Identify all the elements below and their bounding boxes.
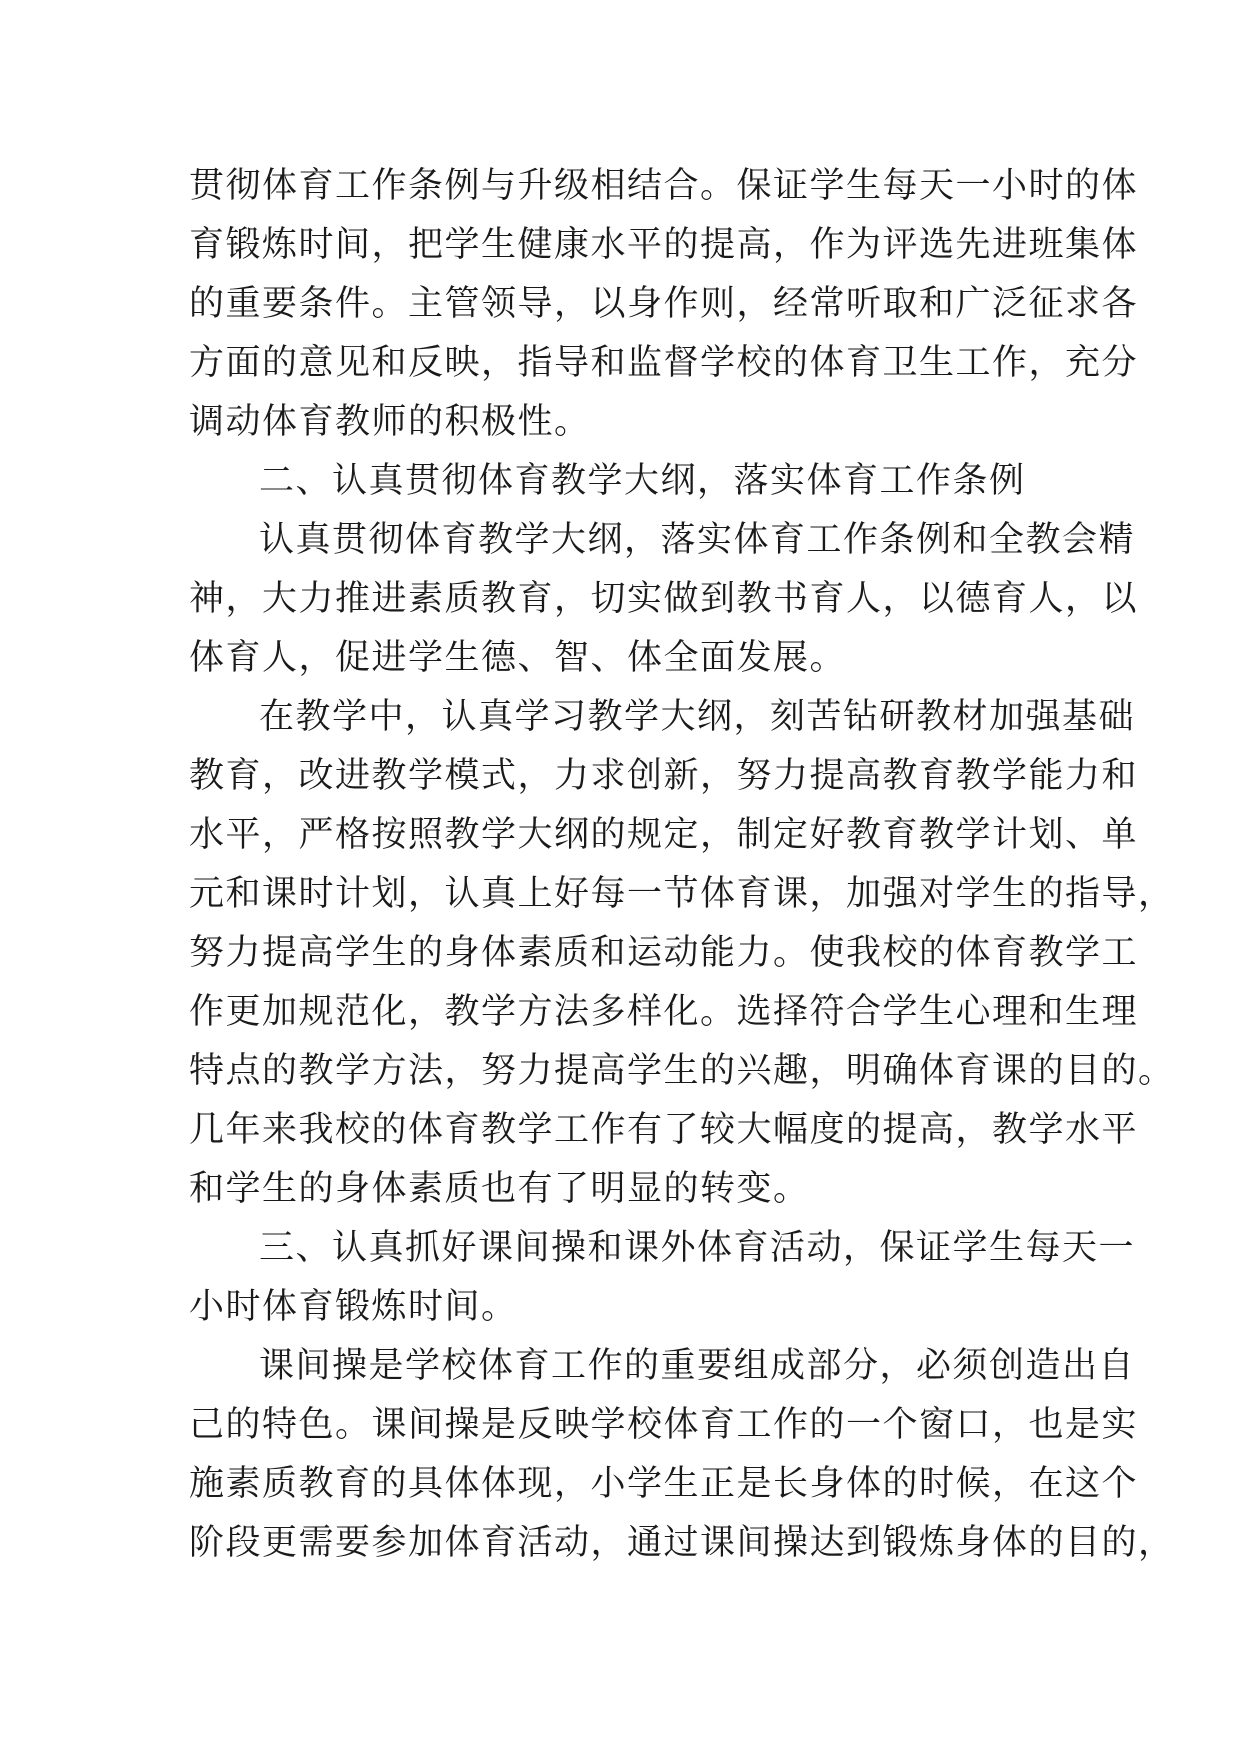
- text-line: 元和课时计划，认真上好每一节体育课，加强对学生的指导，: [189, 874, 1175, 914]
- text-line: 课间操是学校体育工作的重要组成部分，必须创造出自: [259, 1346, 1136, 1386]
- text-line: 特点的教学方法，努力提高学生的兴趣，明确体育课的目的。: [189, 1051, 1175, 1091]
- text-line: 认真贯彻体育教学大纲，落实体育工作条例和全教会精: [259, 520, 1136, 560]
- text-line: 作更加规范化，教学方法多样化。选择符合学生心理和生理: [189, 992, 1139, 1032]
- text-line: 努力提高学生的身体素质和运动能力。使我校的体育教学工: [189, 933, 1139, 973]
- text-line: 己的特色。课间操是反映学校体育工作的一个窗口，也是实: [189, 1405, 1139, 1445]
- text-line: 三、认真抓好课间操和课外体育活动，保证学生每天一: [259, 1228, 1136, 1268]
- text-line: 贯彻体育工作条例与升级相结合。保证学生每天一小时的体: [189, 166, 1139, 206]
- text-line: 的重要条件。主管领导，以身作则，经常听取和广泛征求各: [189, 284, 1139, 324]
- text-line: 调动体育教师的积极性。: [189, 402, 591, 442]
- text-line: 和学生的身体素质也有了明显的转变。: [189, 1169, 810, 1209]
- text-line: 施素质教育的具体体现，小学生正是长身体的时候，在这个: [189, 1464, 1139, 1504]
- text-line: 神，大力推进素质教育，切实做到教书育人，以德育人，以: [189, 579, 1139, 619]
- text-line: 在教学中，认真学习教学大纲，刻苦钻研教材加强基础: [259, 697, 1136, 737]
- text-line: 水平，严格按照教学大纲的规定，制定好教育教学计划、单: [189, 815, 1139, 855]
- text-line: 小时体育锻炼时间。: [189, 1287, 518, 1327]
- text-line: 体育人，促进学生德、智、体全面发展。: [189, 638, 847, 678]
- text-line: 育锻炼时间，把学生健康水平的提高，作为评选先进班集体: [189, 225, 1139, 265]
- text-line: 阶段更需要参加体育活动，通过课间操达到锻炼身体的目的，: [189, 1523, 1175, 1563]
- text-line: 教育，改进教学模式，力求创新，努力提高教育教学能力和: [189, 756, 1139, 796]
- document-body: [189, 157, 1175, 1573]
- text-line: 几年来我校的体育教学工作有了较大幅度的提高，教学水平: [189, 1110, 1139, 1150]
- text-line: 二、认真贯彻体育教学大纲，落实体育工作条例: [259, 461, 1026, 501]
- text-line: 方面的意见和反映，指导和监督学校的体育卫生工作，充分: [189, 343, 1139, 383]
